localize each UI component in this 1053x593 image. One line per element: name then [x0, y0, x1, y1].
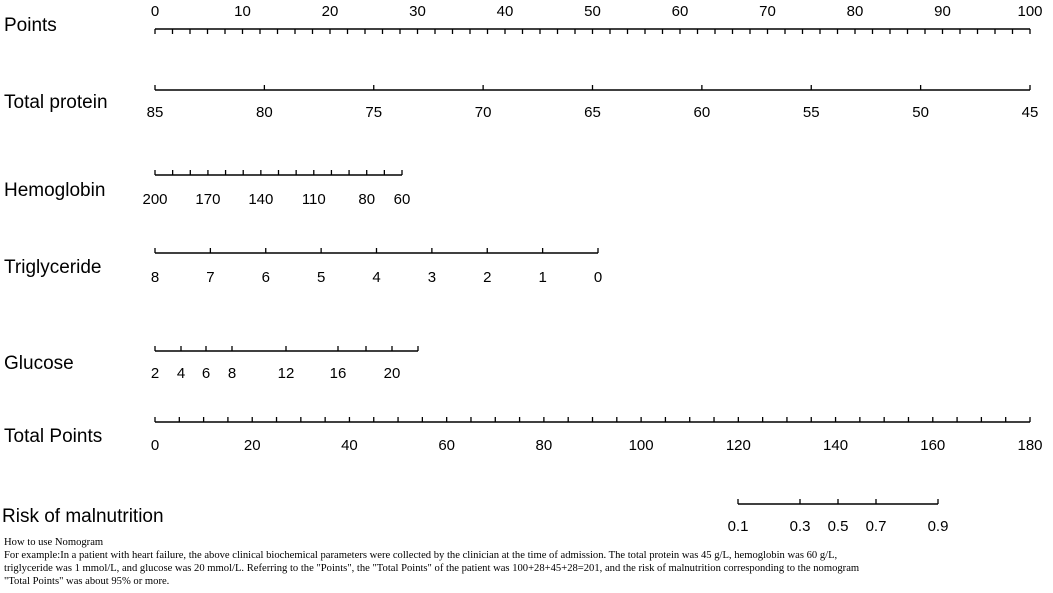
- triglyceride-tick-label: 0: [593, 269, 603, 286]
- triglyceride-tick-label: 5: [316, 269, 326, 286]
- note-line-2: triglyceride was 1 mmol/L, and glucose was 20 mmol/L. Referring to the "Points", the "Total Points" of the patient was 100+28+45+28=201, and the risk of malnutrition corresponding to the nomogram: [4, 563, 860, 574]
- total-protein-tick-label: 50: [912, 104, 929, 121]
- total-points-tick-label: 60: [438, 437, 456, 454]
- glucose-tick-label: 12: [277, 365, 295, 382]
- points-tick-label: 80: [846, 3, 864, 20]
- risk-of-malnutrition-label: Risk of malnutrition: [2, 506, 164, 527]
- points-tick-label: 70: [759, 3, 776, 20]
- total-points-tick-label: 80: [535, 437, 553, 454]
- total-protein-tick-label: 85: [146, 104, 164, 121]
- total-protein-tick-label: 45: [1021, 104, 1039, 121]
- hemoglobin-tick-label: 60: [393, 191, 411, 208]
- points-scale: [4, 3, 1043, 36]
- points-tick-label: 20: [321, 3, 339, 20]
- risk-of-malnutrition-tick-label: 0.3: [789, 518, 811, 535]
- hemoglobin-scale: [4, 170, 410, 208]
- glucose-tick-label: 2: [150, 365, 160, 382]
- note-line-1: For example:In a patient with heart failure, the above clinical biochemical parameters were collected by the clinician at the time of admission. The total protein was 45 g/L, hemoglobin was 60 g/L,: [4, 550, 838, 561]
- triglyceride-tick-label: 7: [206, 269, 215, 286]
- points-tick-label: 100: [1017, 3, 1043, 20]
- triglyceride-tick-label: 3: [427, 269, 437, 286]
- triglyceride-tick-label: 6: [261, 269, 270, 286]
- points-label: Points: [4, 15, 57, 36]
- total-points-tick-label: 160: [920, 437, 946, 454]
- total-points-tick-label: 120: [725, 437, 751, 454]
- note-heading: How to use Nomogram: [4, 537, 104, 548]
- total-points-scale: [4, 417, 1043, 454]
- triglyceride-tick-label: 4: [372, 269, 381, 286]
- points-tick-label: 0: [150, 3, 160, 20]
- points-tick-label: 40: [496, 3, 514, 20]
- total-protein-tick-label: 80: [256, 104, 273, 121]
- hemoglobin-label: Hemoglobin: [4, 180, 106, 201]
- glucose-tick-label: 20: [383, 365, 401, 382]
- triglyceride-scale: [4, 248, 602, 286]
- hemoglobin-tick-label: 170: [195, 191, 221, 208]
- total-points-tick-label: 140: [823, 437, 849, 454]
- total-points-tick-label: 100: [628, 437, 654, 454]
- points-tick-label: 50: [584, 3, 601, 20]
- risk-of-malnutrition-tick-label: 0.7: [865, 518, 887, 535]
- points-tick-label: 90: [934, 3, 951, 20]
- risk-of-malnutrition-tick-label: 0.1: [727, 518, 749, 535]
- risk-of-malnutrition-scale: [2, 499, 948, 535]
- total-points-tick-label: 0: [150, 437, 160, 454]
- note-line-3: "Total Points" was about 95% or more.: [4, 576, 170, 587]
- hemoglobin-tick-label: 140: [248, 191, 274, 208]
- points-tick-label: 60: [671, 3, 689, 20]
- hemoglobin-tick-label: 80: [358, 191, 376, 208]
- total-protein-label: Total protein: [4, 92, 108, 113]
- glucose-tick-label: 4: [176, 365, 186, 382]
- usage-note: [4, 536, 1050, 588]
- glucose-tick-label: 16: [329, 365, 347, 382]
- glucose-tick-label: 6: [201, 365, 211, 382]
- total-points-label: Total Points: [4, 426, 103, 447]
- glucose-scale: [4, 346, 418, 382]
- triglyceride-tick-label: 2: [483, 269, 492, 286]
- triglyceride-tick-label: 1: [538, 269, 547, 286]
- risk-of-malnutrition-tick-label: 0.5: [827, 518, 849, 535]
- hemoglobin-tick-label: 110: [301, 191, 326, 208]
- total-points-tick-label: 40: [341, 437, 358, 454]
- glucose-tick-label: 8: [227, 365, 237, 382]
- total-protein-tick-label: 75: [365, 104, 383, 121]
- total-protein-tick-label: 55: [802, 104, 820, 121]
- points-tick-label: 30: [409, 3, 426, 20]
- total-points-tick-label: 180: [1017, 437, 1043, 454]
- triglyceride-tick-label: 8: [150, 269, 160, 286]
- total-protein-scale: [4, 85, 1038, 121]
- total-protein-tick-label: 70: [474, 104, 492, 121]
- total-protein-tick-label: 65: [584, 104, 601, 121]
- triglyceride-label: Triglyceride: [4, 257, 102, 278]
- points-tick-label: 10: [234, 3, 251, 20]
- risk-of-malnutrition-tick-label: 0.9: [927, 518, 949, 535]
- total-protein-tick-label: 60: [693, 104, 711, 121]
- hemoglobin-tick-label: 200: [142, 191, 168, 208]
- glucose-label: Glucose: [4, 353, 74, 374]
- total-points-tick-label: 20: [243, 437, 261, 454]
